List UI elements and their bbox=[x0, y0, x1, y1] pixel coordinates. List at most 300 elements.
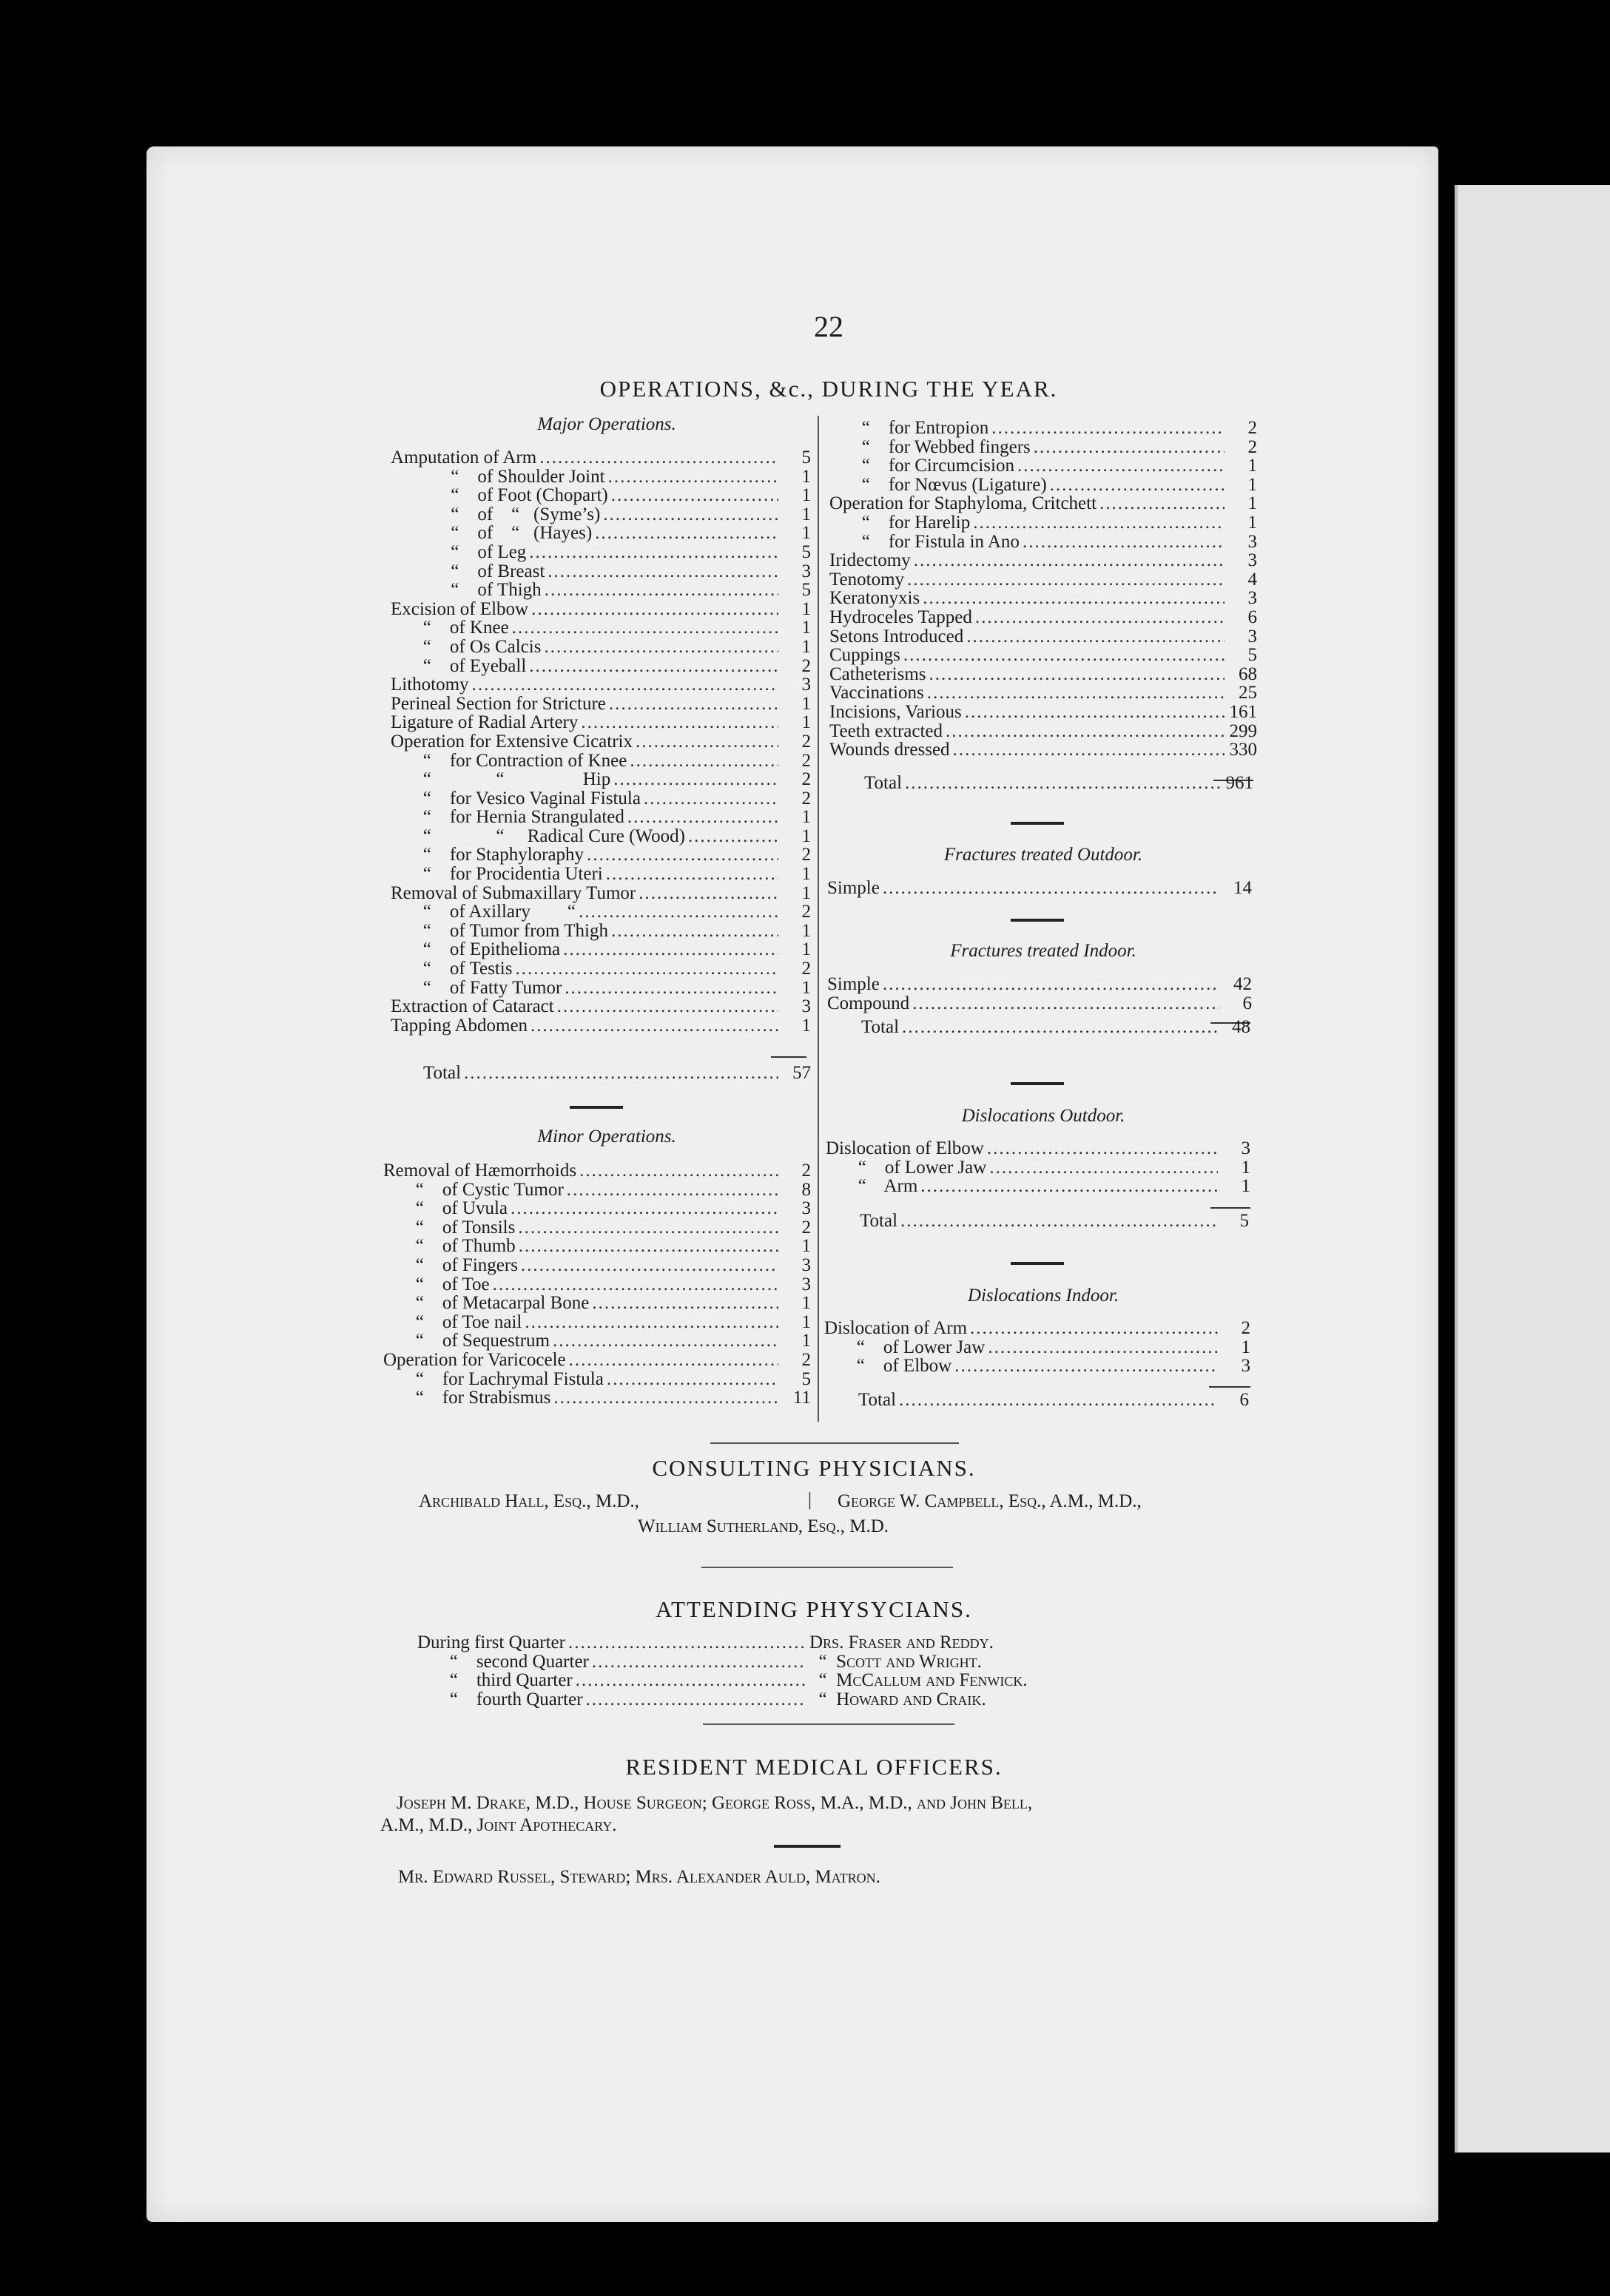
row-value: 2 bbox=[801, 1161, 811, 1181]
row-value: 961 bbox=[1225, 773, 1253, 793]
resident-officers-heading: RESIDENT MEDICAL OFFICERS. bbox=[625, 1754, 1003, 1780]
dot-leader bbox=[639, 884, 778, 903]
dot-leader bbox=[545, 581, 778, 600]
dislocations-outdoor-heading: Dislocations Outdoor. bbox=[961, 1106, 1125, 1126]
dot-leader bbox=[553, 1388, 778, 1408]
table-row bbox=[391, 486, 811, 505]
table-row bbox=[391, 979, 811, 998]
row-value: 3 bbox=[1241, 1356, 1250, 1377]
name-separator: | bbox=[808, 1490, 812, 1510]
table-row bbox=[829, 683, 1257, 703]
row-value: 1 bbox=[801, 1236, 811, 1257]
dislocations-indoor-list bbox=[824, 1319, 1250, 1376]
row-label: During first Quarter bbox=[417, 1632, 565, 1652]
table-row bbox=[829, 476, 1257, 495]
row-value: 3 bbox=[801, 675, 811, 695]
table-row bbox=[829, 570, 1257, 590]
table-row bbox=[829, 589, 1257, 608]
row-value: 3 bbox=[801, 1274, 811, 1294]
table-row bbox=[824, 1319, 1250, 1338]
minor-operations-list bbox=[383, 1161, 811, 1408]
row-value: 1 bbox=[801, 1331, 811, 1351]
row-value: 68 bbox=[1239, 664, 1257, 684]
row-label: Lithotomy bbox=[391, 675, 469, 695]
row-label: Removal of Submaxillary Tumor bbox=[391, 882, 636, 903]
row-label: “ of Tonsils bbox=[383, 1217, 516, 1238]
table-row bbox=[391, 1016, 811, 1036]
row-value: 1 bbox=[1247, 474, 1257, 495]
consulting-physician-campbell: George W. Campbell, Esq., A.M., M.D., bbox=[838, 1491, 1142, 1511]
row-value: 2 bbox=[801, 902, 811, 922]
row-label: Dislocation of Arm bbox=[824, 1318, 968, 1338]
dot-leader bbox=[595, 524, 778, 543]
dot-leader bbox=[970, 1319, 1218, 1338]
dot-leader bbox=[521, 1256, 778, 1275]
row-value: 1 bbox=[801, 598, 811, 619]
table-row bbox=[829, 665, 1257, 684]
minor-operations-continued-list bbox=[829, 419, 1257, 760]
attending-physicians-list bbox=[417, 1633, 1120, 1709]
row-value: 161 bbox=[1229, 701, 1257, 722]
row-value: 5 bbox=[801, 448, 811, 467]
steward-and-matron: Mr. Edward Russel, Steward; Mrs. Alexander Auld, Matron. bbox=[398, 1867, 880, 1887]
dislocations-indoor-total-rule bbox=[1209, 1386, 1250, 1388]
dislocations-indoor-heading: Dislocations Indoor. bbox=[967, 1286, 1119, 1306]
dot-leader bbox=[923, 589, 1225, 608]
row-value: 2 bbox=[1241, 1318, 1250, 1338]
dot-leader bbox=[531, 1016, 778, 1036]
table-row bbox=[383, 1313, 811, 1332]
dot-leader bbox=[512, 618, 778, 638]
row-value: 1 bbox=[801, 977, 811, 998]
dot-leader bbox=[518, 1218, 778, 1238]
table-row bbox=[383, 1181, 811, 1200]
dot-leader bbox=[611, 486, 778, 505]
row-label: “ for Webbed fingers bbox=[829, 436, 1031, 457]
dot-leader bbox=[989, 1158, 1218, 1178]
table-row bbox=[829, 608, 1257, 627]
dot-leader bbox=[973, 513, 1225, 533]
row-label: Tapping Abdomen bbox=[391, 1015, 528, 1036]
major-operations-list bbox=[391, 448, 811, 1035]
table-row bbox=[829, 419, 1257, 438]
row-value: 1 bbox=[801, 693, 811, 714]
dot-leader bbox=[493, 1275, 778, 1294]
dot-leader bbox=[1099, 494, 1225, 513]
dot-leader bbox=[579, 1161, 778, 1181]
row-label: “ of Breast bbox=[391, 561, 545, 581]
row-label: “ of Cystic Tumor bbox=[383, 1179, 564, 1200]
row-label: Total bbox=[860, 1211, 898, 1231]
dot-leader bbox=[636, 732, 778, 752]
row-label: “ of Sequestrum bbox=[383, 1331, 550, 1351]
table-row bbox=[383, 1294, 811, 1313]
row-value: 5 bbox=[801, 1368, 811, 1389]
page-title: OPERATIONS, &c., DURING THE YEAR. bbox=[599, 376, 1058, 402]
row-label: “ for Nœvus (Ligature) bbox=[829, 474, 1047, 495]
row-value: 2 bbox=[801, 1349, 811, 1370]
row-label: Incisions, Various bbox=[829, 701, 962, 722]
table-row bbox=[383, 1331, 811, 1351]
table-row bbox=[829, 456, 1257, 476]
table-row bbox=[391, 752, 811, 771]
row-value: 1 bbox=[801, 1311, 811, 1332]
table-row bbox=[391, 713, 811, 732]
row-value: 3 bbox=[801, 1198, 811, 1219]
row-value: 3 bbox=[1241, 1138, 1250, 1158]
row-value: 1 bbox=[801, 504, 811, 524]
dot-leader bbox=[592, 1652, 806, 1672]
table-row bbox=[824, 1338, 1250, 1357]
total-row bbox=[864, 774, 1253, 793]
minor-total bbox=[864, 774, 1253, 793]
row-label: Tenotomy bbox=[829, 569, 905, 590]
dot-leader bbox=[899, 1391, 1216, 1410]
row-label: “ for Fistula in Ano bbox=[829, 531, 1020, 552]
row-label: Setons Introduced bbox=[829, 626, 964, 646]
resident-officers-line-2: A.M., M.D., Joint Apothecary. bbox=[380, 1815, 617, 1835]
row-value: 1 bbox=[1241, 1157, 1250, 1178]
row-label: “ of Fingers bbox=[383, 1255, 518, 1275]
dot-leader bbox=[953, 740, 1225, 760]
row-label: “ of “ (Syme’s) bbox=[391, 504, 601, 524]
row-label: “ of Toe bbox=[383, 1274, 490, 1294]
row-label: Perineal Section for Stricture bbox=[391, 693, 606, 714]
row-value: 2 bbox=[801, 655, 811, 676]
dot-leader bbox=[975, 608, 1225, 627]
dot-leader bbox=[608, 467, 778, 487]
row-label: “ second Quarter bbox=[417, 1651, 589, 1672]
dot-leader bbox=[613, 770, 778, 789]
row-value: 3 bbox=[801, 1255, 811, 1275]
row-label: “ of Toe nail bbox=[383, 1311, 522, 1332]
section-rule bbox=[710, 1442, 959, 1444]
row-value: 1 bbox=[801, 1015, 811, 1036]
table-row bbox=[391, 922, 811, 941]
total-row bbox=[861, 1018, 1250, 1037]
row-value: 1 bbox=[801, 1293, 811, 1314]
table-row bbox=[383, 1370, 811, 1389]
dot-leader bbox=[553, 1331, 778, 1351]
row-label: “ for Lachrymal Fistula bbox=[383, 1368, 604, 1389]
row-value: 1 bbox=[1247, 493, 1257, 514]
dot-leader bbox=[567, 1181, 778, 1200]
dot-leader bbox=[966, 627, 1225, 646]
table-row bbox=[391, 505, 811, 524]
row-label: Wounds dressed bbox=[829, 740, 950, 760]
table-row bbox=[829, 494, 1257, 513]
table-row bbox=[391, 618, 811, 638]
table-row bbox=[391, 940, 811, 959]
row-label: “ for Entropion bbox=[829, 418, 989, 438]
table-row bbox=[829, 703, 1257, 722]
table-row bbox=[391, 524, 811, 543]
row-value: 6 bbox=[1242, 993, 1252, 1013]
row-value: 2 bbox=[801, 769, 811, 790]
dot-leader bbox=[609, 695, 778, 714]
table-row bbox=[391, 770, 811, 789]
table-row bbox=[829, 551, 1257, 570]
row-value: 8 bbox=[801, 1179, 811, 1200]
dot-leader bbox=[548, 562, 778, 581]
row-value: “ McCallum and Fenwick. bbox=[809, 1670, 1028, 1691]
dot-leader bbox=[688, 827, 778, 846]
row-value: 2 bbox=[801, 1217, 811, 1238]
dot-leader bbox=[581, 713, 778, 732]
section-rule bbox=[774, 1845, 841, 1848]
row-value: 3 bbox=[801, 996, 811, 1017]
row-value: 1 bbox=[801, 466, 811, 487]
row-value: 3 bbox=[1247, 626, 1257, 646]
row-label: “ for Circumcision bbox=[829, 456, 1014, 476]
row-value: 1 bbox=[801, 920, 811, 941]
row-value: 42 bbox=[1233, 974, 1252, 994]
dot-leader bbox=[586, 1690, 806, 1709]
row-value: 3 bbox=[1247, 588, 1257, 609]
row-label: “ of Foot (Chopart) bbox=[391, 485, 608, 506]
row-label: “ for Procidentia Uteri bbox=[391, 864, 603, 885]
row-value: 5 bbox=[1247, 645, 1257, 666]
row-value: 2 bbox=[801, 845, 811, 865]
attending-physicians-heading: ATTENDING PHYSYCIANS. bbox=[656, 1596, 972, 1622]
dot-leader bbox=[927, 683, 1225, 703]
table-row bbox=[829, 627, 1257, 646]
table-row bbox=[391, 997, 811, 1016]
row-label: Teeth extracted bbox=[829, 720, 943, 741]
dot-leader bbox=[920, 1177, 1218, 1196]
table-row bbox=[829, 513, 1257, 533]
dot-leader bbox=[472, 675, 778, 695]
fractures-indoor-total bbox=[861, 1018, 1250, 1037]
row-label: Total bbox=[858, 1390, 897, 1410]
table-row bbox=[826, 1177, 1250, 1196]
dot-leader bbox=[914, 551, 1225, 570]
row-value: 57 bbox=[792, 1063, 811, 1083]
table-row bbox=[391, 808, 811, 827]
table-row bbox=[417, 1633, 1120, 1652]
table-row bbox=[391, 865, 811, 884]
row-label: Simple bbox=[827, 974, 880, 994]
table-row bbox=[827, 975, 1252, 994]
dot-leader bbox=[988, 1338, 1218, 1357]
row-value: 1 bbox=[801, 712, 811, 733]
dot-leader bbox=[627, 808, 778, 827]
dot-leader bbox=[611, 922, 778, 941]
dot-leader bbox=[929, 665, 1225, 684]
row-label: “ of Leg bbox=[391, 541, 527, 562]
row-value: 1 bbox=[801, 618, 811, 638]
row-label: “ for Staphyloraphy bbox=[391, 845, 585, 865]
dot-leader bbox=[587, 845, 778, 865]
row-label: Keratonyxis bbox=[829, 588, 920, 609]
table-row bbox=[417, 1652, 1120, 1672]
row-label: Excision of Elbow bbox=[391, 598, 529, 619]
row-value: 1 bbox=[1241, 1176, 1250, 1197]
row-label: Operation for Varicocele bbox=[383, 1349, 566, 1370]
row-label: Operation for Extensive Cicatrix bbox=[391, 731, 633, 752]
row-label: Simple bbox=[827, 878, 880, 898]
row-label: “ for Strabismus bbox=[383, 1388, 551, 1408]
dot-leader bbox=[954, 1357, 1218, 1376]
dot-leader bbox=[900, 1212, 1216, 1231]
table-row bbox=[826, 1158, 1250, 1178]
major-operations-heading: Major Operations. bbox=[537, 414, 676, 434]
table-row bbox=[829, 533, 1257, 552]
row-value: 1 bbox=[801, 485, 811, 506]
row-label: “ of Shoulder Joint bbox=[391, 466, 605, 487]
row-label: “ of Fatty Tumor bbox=[391, 977, 562, 998]
row-label: Total bbox=[423, 1063, 462, 1083]
dot-leader bbox=[592, 1294, 778, 1313]
table-row bbox=[391, 675, 811, 695]
row-label: “ of Epithelioma bbox=[391, 939, 561, 960]
row-value: 2 bbox=[801, 731, 811, 752]
dot-leader bbox=[515, 959, 778, 979]
table-row bbox=[383, 1161, 811, 1181]
row-value: “ Scott and Wright. bbox=[809, 1651, 982, 1672]
dot-leader bbox=[1050, 476, 1225, 495]
dot-leader bbox=[606, 865, 778, 884]
dot-leader bbox=[569, 1351, 778, 1370]
table-row bbox=[383, 1256, 811, 1275]
row-label: Compound bbox=[827, 993, 910, 1013]
minor-operations-heading: Minor Operations. bbox=[537, 1127, 676, 1147]
table-row bbox=[829, 722, 1257, 741]
table-row bbox=[391, 562, 811, 581]
row-label: Amputation of Arm bbox=[391, 448, 537, 467]
dot-leader bbox=[568, 1633, 806, 1652]
dot-leader bbox=[539, 448, 778, 467]
row-label: “ of “ (Hayes) bbox=[391, 523, 593, 544]
table-row bbox=[827, 879, 1252, 898]
row-label: “ of Tumor from Thigh bbox=[391, 920, 608, 941]
table-row bbox=[391, 902, 811, 922]
row-label: “ Arm bbox=[826, 1176, 918, 1197]
row-label: “ of Testis bbox=[391, 959, 513, 979]
table-row bbox=[391, 959, 811, 979]
row-value: 1 bbox=[1241, 1337, 1250, 1357]
table-row bbox=[829, 646, 1257, 665]
dot-leader bbox=[579, 902, 778, 922]
dot-leader bbox=[464, 1064, 778, 1083]
row-label: Catheterisms bbox=[829, 664, 926, 684]
dot-leader bbox=[630, 752, 778, 771]
row-value: 6 bbox=[1247, 607, 1257, 627]
row-label: “ third Quarter bbox=[417, 1670, 573, 1691]
row-value: 1 bbox=[801, 939, 811, 960]
row-label: “ for Harelip bbox=[829, 512, 971, 533]
table-row bbox=[824, 1357, 1250, 1376]
row-value: 1 bbox=[801, 636, 811, 657]
table-row bbox=[391, 732, 811, 752]
dot-leader bbox=[529, 657, 778, 676]
dot-leader bbox=[965, 703, 1225, 722]
table-row bbox=[383, 1275, 811, 1294]
row-label: Dislocation of Elbow bbox=[826, 1138, 984, 1158]
row-value: 2 bbox=[1247, 418, 1257, 438]
consulting-physician-sutherland: William Sutherland, Esq., M.D. bbox=[638, 1516, 889, 1536]
page-number: 22 bbox=[814, 310, 843, 343]
row-value: 48 bbox=[1232, 1017, 1250, 1037]
row-label: “ of Lower Jaw bbox=[826, 1157, 987, 1178]
table-row bbox=[383, 1237, 811, 1256]
dislocations-indoor-total bbox=[858, 1391, 1249, 1410]
table-row bbox=[417, 1690, 1120, 1709]
row-label: “ of Axillary “ bbox=[391, 902, 576, 922]
section-rule bbox=[570, 1106, 623, 1109]
table-row bbox=[829, 438, 1257, 457]
row-label: “ for Hernia Strangulated bbox=[391, 807, 624, 828]
row-value: 1 bbox=[801, 807, 811, 828]
table-row bbox=[391, 448, 811, 467]
row-label: Hydroceles Tapped bbox=[829, 607, 972, 627]
table-row bbox=[826, 1139, 1250, 1158]
dot-leader bbox=[603, 505, 778, 524]
row-label: “ for Contraction of Knee bbox=[391, 750, 627, 771]
fractures-indoor-list bbox=[827, 975, 1252, 1013]
row-label: Ligature of Radial Artery bbox=[391, 712, 579, 733]
table-row bbox=[383, 1388, 811, 1408]
column-divider bbox=[818, 416, 819, 1422]
row-value: 1 bbox=[801, 523, 811, 544]
dislocations-outdoor-total-rule bbox=[1210, 1207, 1250, 1209]
dot-leader bbox=[883, 975, 1219, 994]
row-label: “ “ Radical Cure (Wood) bbox=[391, 825, 685, 846]
row-label: Total bbox=[864, 773, 903, 793]
row-value: 4 bbox=[1247, 569, 1257, 590]
dot-leader bbox=[883, 879, 1219, 898]
dot-leader bbox=[525, 1313, 778, 1332]
table-row bbox=[383, 1351, 811, 1370]
row-label: “ of Eyeball bbox=[391, 655, 527, 676]
row-label: “ for Vesico Vaginal Fistula bbox=[391, 788, 641, 808]
section-rule bbox=[701, 1567, 953, 1568]
row-value: 1 bbox=[801, 882, 811, 903]
dot-leader bbox=[607, 1370, 778, 1389]
dot-leader bbox=[565, 979, 778, 998]
row-label: “ “ Hip bbox=[391, 769, 611, 790]
table-row bbox=[391, 600, 811, 619]
dot-leader bbox=[519, 1237, 778, 1256]
major-total-rule bbox=[771, 1056, 806, 1058]
row-value: 2 bbox=[801, 959, 811, 979]
table-row bbox=[391, 789, 811, 808]
row-value: 11 bbox=[792, 1388, 811, 1408]
table-row bbox=[391, 695, 811, 714]
row-value: 1 bbox=[801, 864, 811, 885]
fractures-indoor-heading: Fractures treated Indoor. bbox=[950, 941, 1136, 961]
total-row bbox=[860, 1212, 1249, 1231]
dot-leader bbox=[903, 646, 1225, 665]
table-row bbox=[391, 827, 811, 846]
row-label: “ fourth Quarter bbox=[417, 1689, 583, 1709]
dot-leader bbox=[1017, 456, 1225, 476]
row-label: “ of Uvula bbox=[383, 1198, 508, 1219]
total-row bbox=[858, 1391, 1249, 1410]
row-value: 25 bbox=[1239, 683, 1257, 703]
row-label: Cuppings bbox=[829, 645, 900, 666]
row-value: 3 bbox=[801, 561, 811, 581]
dot-leader bbox=[644, 789, 778, 808]
row-value: “ Howard and Craik. bbox=[809, 1689, 986, 1709]
row-value: 5 bbox=[801, 541, 811, 562]
row-label: “ of Elbow bbox=[824, 1356, 952, 1377]
row-label: “ of Knee bbox=[391, 618, 509, 638]
section-rule bbox=[1011, 822, 1064, 825]
dot-leader bbox=[905, 774, 1221, 793]
dot-leader bbox=[557, 997, 778, 1016]
table-row bbox=[391, 657, 811, 676]
